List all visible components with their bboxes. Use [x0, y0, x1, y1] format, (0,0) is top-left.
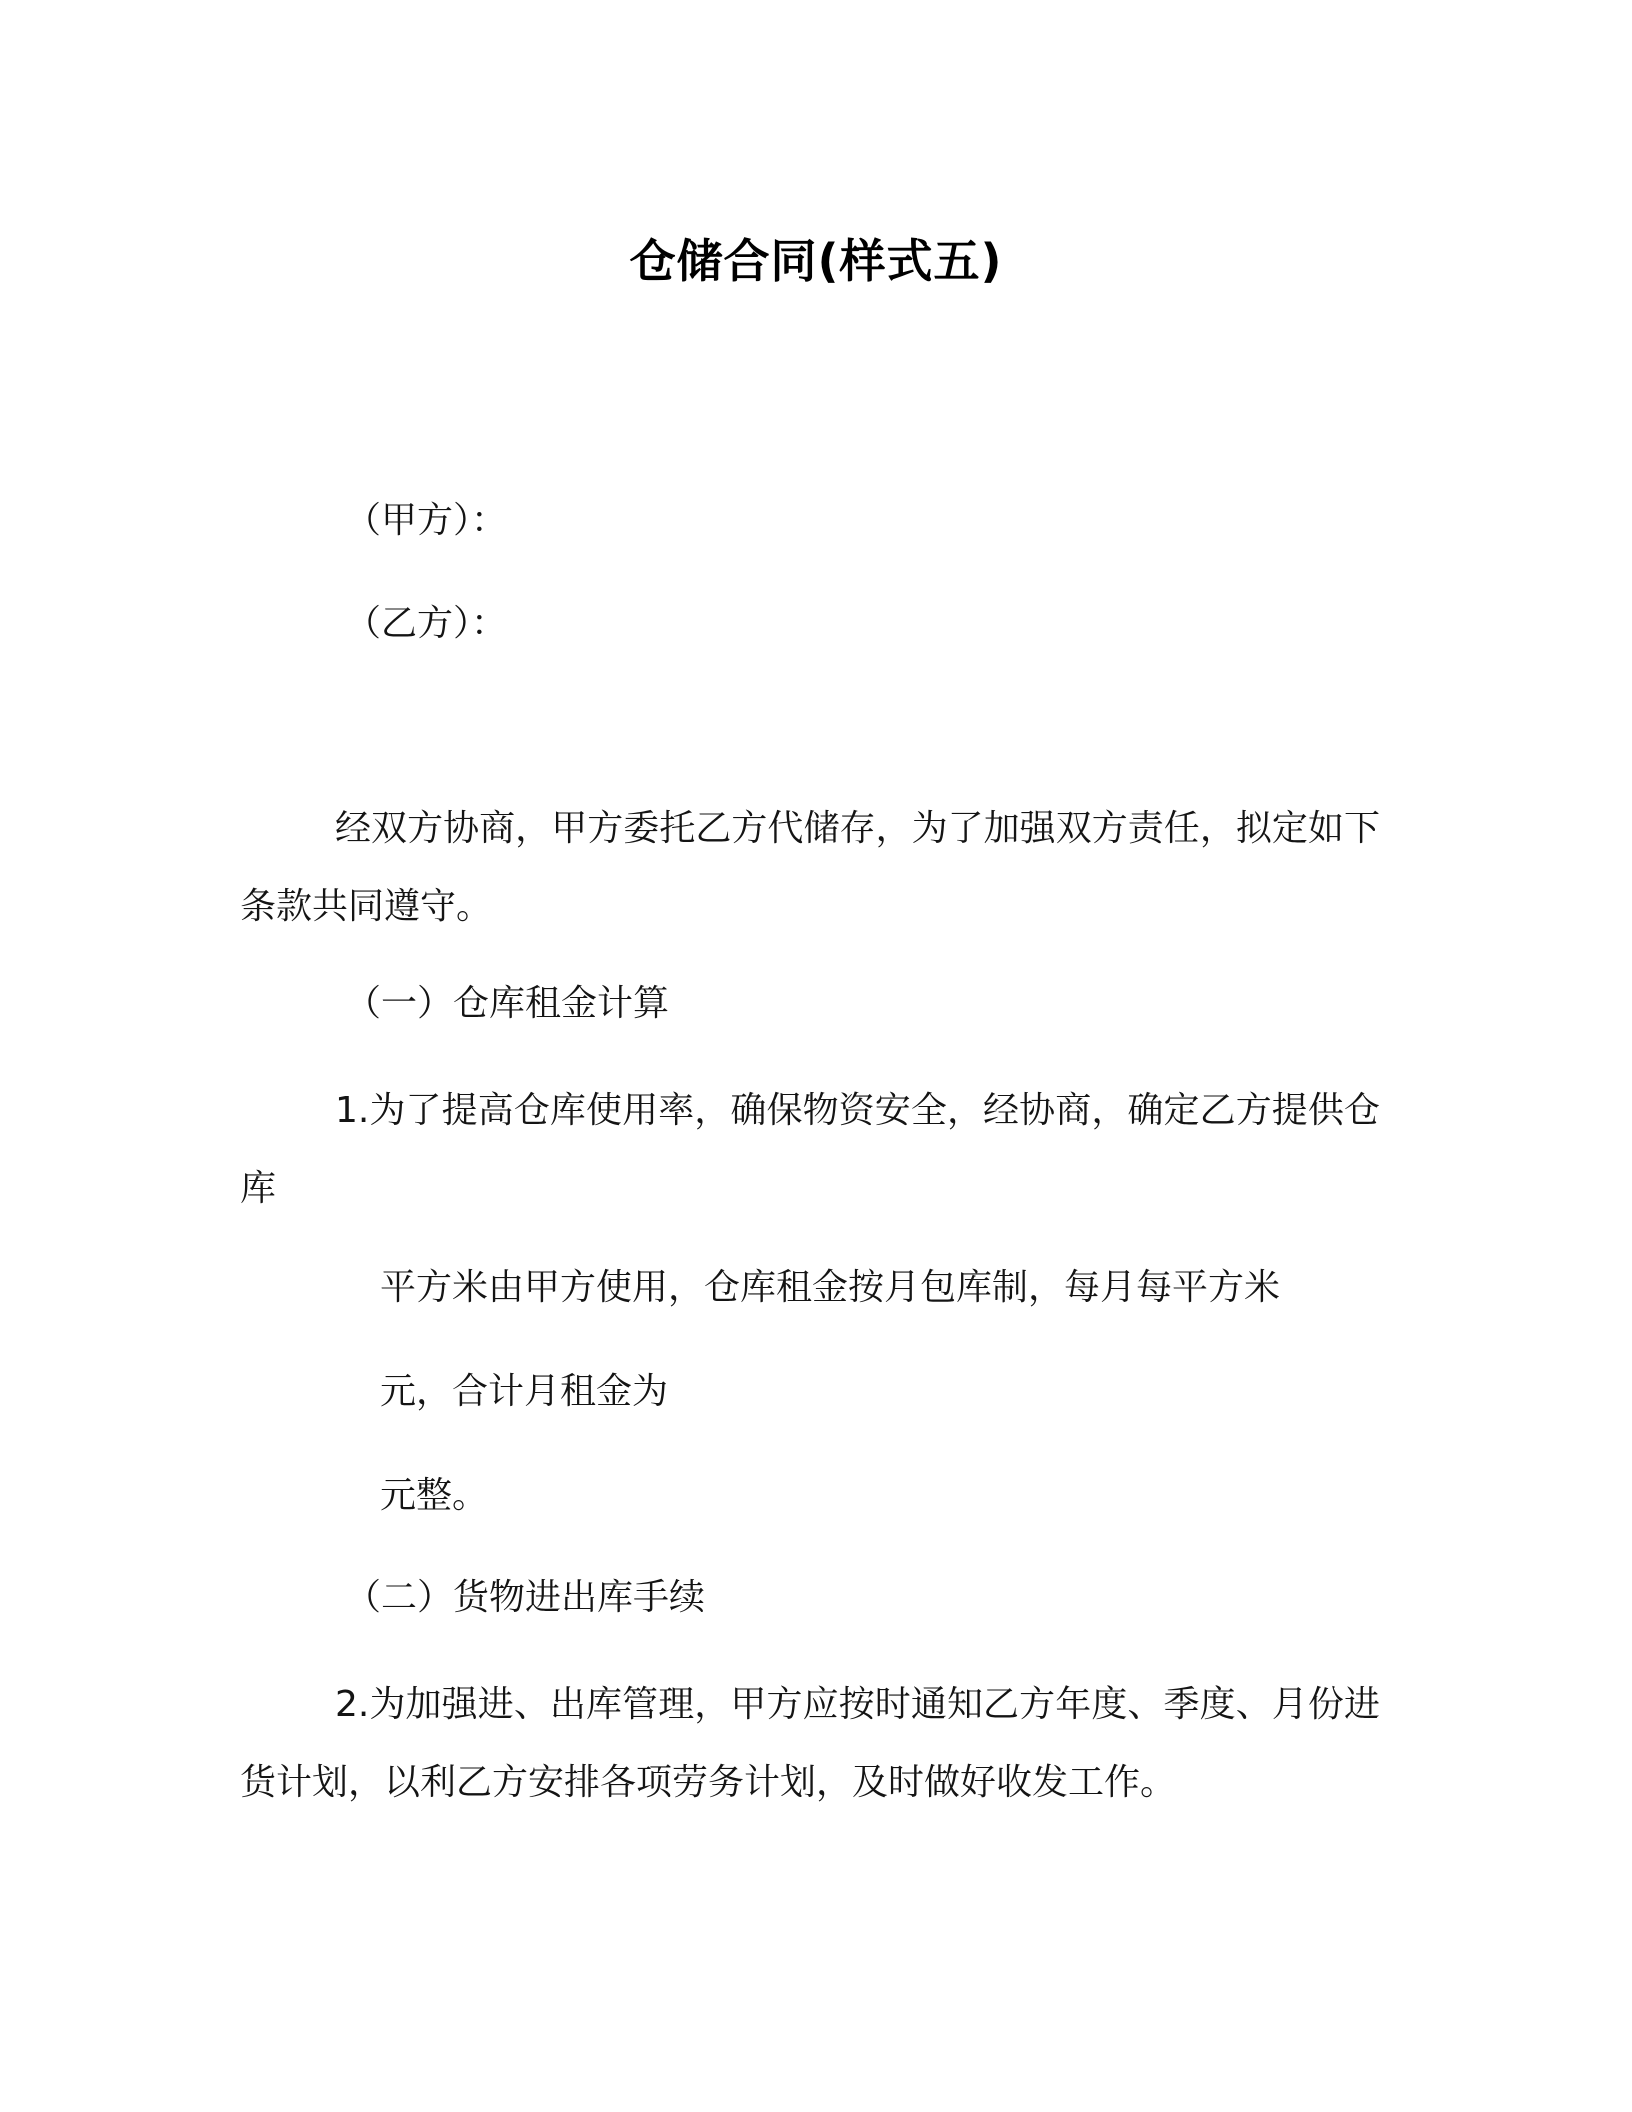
clause-1-line-2: 平方米由甲方使用，仓库租金按月包库制，每月每平方米: [380, 1267, 1281, 1308]
party-a-label: （甲方）：: [345, 500, 508, 541]
clause-1-paragraph: 1.为了提高仓库使用率，确保物资安全，经协商，确定乙方提供仓库: [240, 1090, 1380, 1209]
clause-2-paragraph: 2.为加强进、出库管理，甲方应按时通知乙方年度、季度、月份进货计划，以利乙方安排各项劳务计划，及时做好收发工作。: [240, 1684, 1380, 1803]
clause-1-line-3: 元，合计月租金为: [380, 1371, 669, 1412]
clause-1-line-4: 元整。: [380, 1475, 489, 1516]
section-1-heading: （一）仓库租金计算: [345, 983, 670, 1024]
document-title: 仓储合同(样式五): [629, 234, 1003, 288]
intro-paragraph: 经双方协商，甲方委托乙方代储存，为了加强双方责任，拟定如下条款共同遵守。: [240, 808, 1380, 927]
party-b-label: （乙方）：: [345, 603, 508, 644]
section-2-heading: （二）货物进出库手续: [345, 1577, 706, 1618]
